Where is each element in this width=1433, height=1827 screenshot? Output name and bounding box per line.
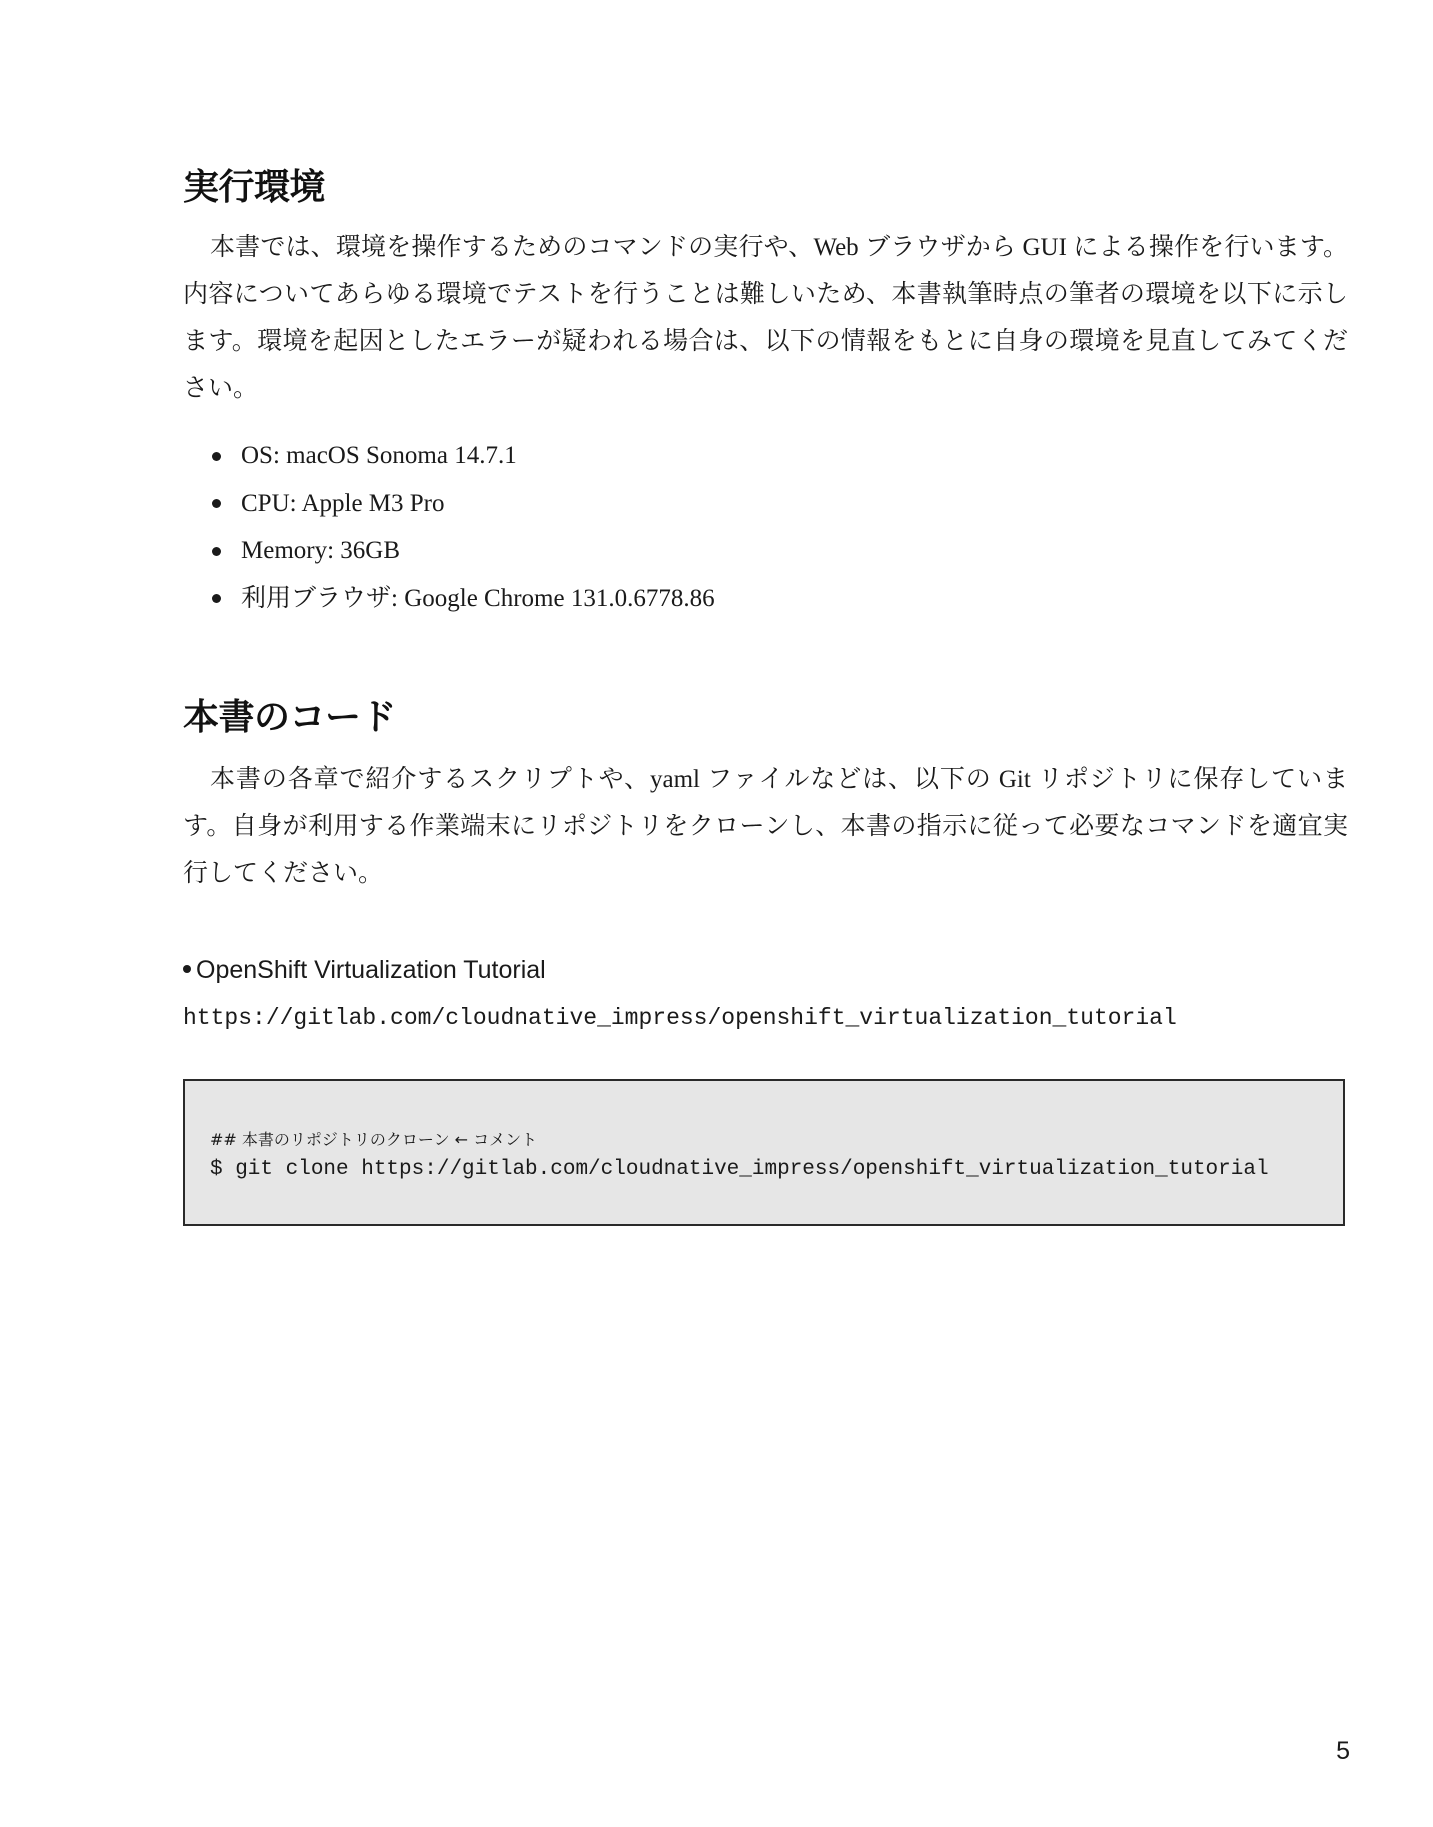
repo-url-wrap [183, 1002, 1348, 1034]
environment-list [183, 432, 1348, 622]
section-heading-environment: 実行環境 [183, 167, 326, 208]
bullet-icon [212, 594, 221, 603]
section-book-code [183, 696, 1348, 740]
list-item-text: CPU: Apple M3 Pro [241, 489, 445, 517]
list-item-text: 利用ブラウザ: Google Chrome 131.0.6778.86 [241, 584, 715, 612]
repo-title [183, 954, 1348, 986]
environment-list-wrap [183, 432, 1348, 622]
list-item-text: OS: macOS Sonoma 14.7.1 [241, 442, 517, 469]
bullet-icon [212, 499, 221, 508]
bullet-icon [212, 452, 221, 461]
bullet-icon [212, 547, 221, 556]
list-item [183, 480, 1348, 528]
section-heading-code: 本書のコード [183, 697, 397, 738]
list-item-text: Memory: 36GB [241, 537, 401, 564]
environment-intro [183, 224, 1348, 412]
code-block [183, 1079, 1345, 1226]
environment-paragraph: 本書では、環境を操作するためのコマンドの実行や、Web ブラウザから GUI による操作を行います。内容についてあらゆる環境でテストを行うことは難しいため、本書執筆時点の筆者の環境を以下に示します。環境を起因としたエラーが疑われる場合は、以下の情報をもとに自身の環境を見直してみてください。 [183, 234, 1348, 402]
code-comment: ## 本書のリポジトリのクローン ← コメント [210, 1130, 538, 1149]
code-paragraph: 本書の各章で紹介するスクリプトや、yaml ファイルなどは、以下の Git リポジトリに保存しています。自身が利用する作業端末にリポジトリをクローンし、本書の指示に従って必要なコマンドを適宜実行してください。 [183, 766, 1348, 887]
repo-url-link[interactable]: https://gitlab.com/cloudnative_impress/openshift_virtualization_tutorial [183, 1005, 1177, 1031]
list-item [183, 432, 1348, 480]
repo-title-text: OpenShift Virtualization Tutorial [196, 956, 546, 984]
list-item [183, 575, 1348, 623]
bullet-icon [183, 965, 191, 973]
repo-info [183, 954, 1348, 986]
list-item [183, 527, 1348, 575]
code-intro [183, 756, 1348, 897]
section-execution-environment [183, 166, 1348, 210]
page-number: 5 [1336, 1737, 1350, 1765]
code-command: $ git clone https://gitlab.com/cloudnative_impress/openshift_virtualization_tutorial [210, 1158, 1269, 1181]
